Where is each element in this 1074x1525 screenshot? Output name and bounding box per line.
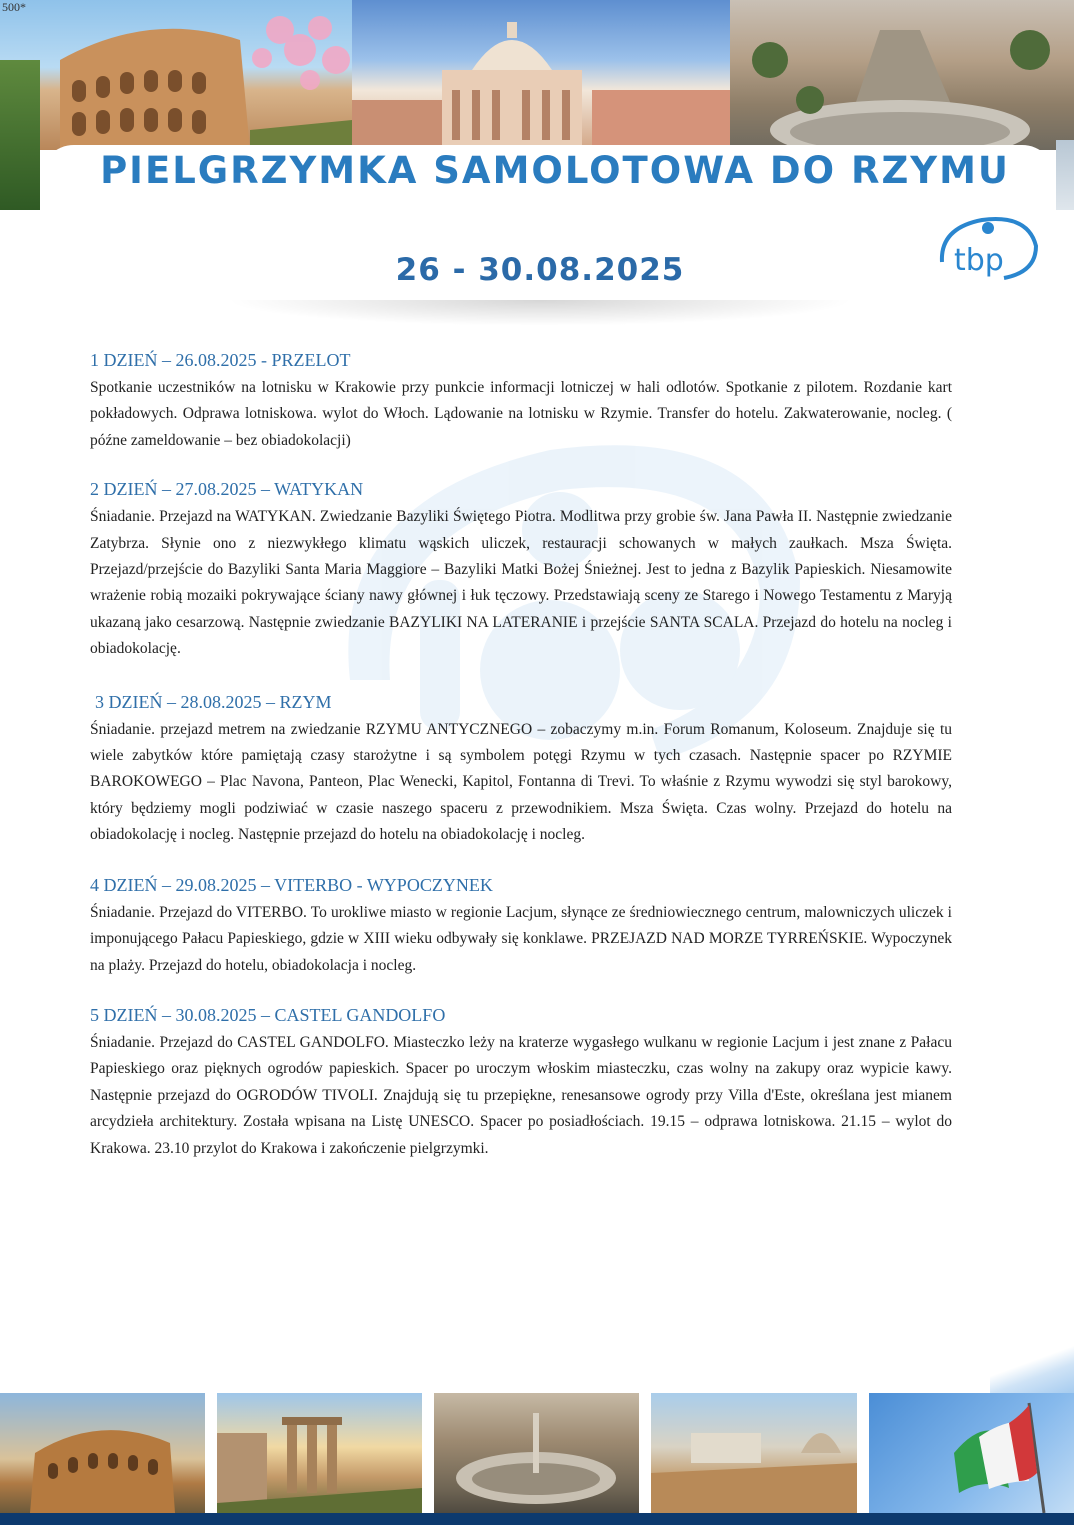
footer-accent: [990, 1340, 1074, 1400]
day-4-description: Śniadanie. Przejazd do VITERBO. To urokliwe miasto w regionie Lacjum, słynące ze średniowiecznego centrum, malowniczych uliczek i imponującego Pałacu Papieskiego, gdzie w XIII wieku odbywały się konklawe. PRZEJAZD NAD MORZE TYRREŃSKIE. Wypoczynek na plaży. Przejazd do hotelu, obiadokolacja i nocleg.: [90, 903, 952, 974]
day-3-heading: 3 DZIEŃ – 28.08.2025 – RZYM: [95, 691, 332, 712]
footer-photo-forum: [217, 1393, 422, 1513]
day-4-heading: 4 DZIEŃ – 29.08.2025 – VITERBO - WYPOCZYNEK: [90, 874, 493, 895]
footer-photo-st-peters-square: [434, 1393, 639, 1513]
basilica-photo: [352, 0, 730, 150]
colosseum-photo: [0, 0, 352, 150]
day-1-heading: 1 DZIEŃ – 26.08.2025 - PRZELOT: [90, 350, 351, 370]
edge-decoration: [1056, 140, 1074, 210]
page-title: PIELGRZYMKA SAMOLOTOWA DO RZYMU: [100, 149, 1010, 192]
st-peters-square-photo: [730, 0, 1074, 150]
day-5-description: Śniadanie. Przejazd do CASTEL GANDOLFO. Miasteczko leży na kraterze wygasłego wulkanu w regionie Lacjum i jest znane z Pałacu Papieskiego oraz pięknych ogrodów papieskich. Spacer po uroczym włoskim miasteczku, czas wolny na zakupy oraz wypicie kawy. Następnie przejazd do OGRODÓW TIVOLI. Znajdują się tu przepiękne, renesansowe ogrody przy Villa d'Este, określana jest mianem arcydzieła architektury. Została wpisana na Listę UNESCO. Spacer po posiadłościach. 19.15 – odprawa lotniskowa. 21.15 – wylot do Krakowa. 23.10 przylot do Krakowa i zakończenie pielgrzymki.: [90, 1033, 952, 1157]
title-divider-shadow: [225, 300, 855, 326]
day-1-description: Spotkanie uczestników na lotnisku w Krakowie przy punkcie informacji lotniczej w hali odlotów. Spotkanie z pilotem. Rozdanie kart pokładowych. Odprawa lotniskowa. wylot do Włoch. Lądowanie na lotnisku w Rzymie. Transfer do hotelu. Zakwaterowanie, nocleg. ( późne zameldowanie – bez obiadokolacji): [90, 379, 952, 449]
tree-decoration: [0, 60, 40, 210]
logo-text: tbp: [954, 243, 1004, 278]
day-2-description: Śniadanie. Przejazd na WATYKAN. Zwiedzanie Bazyliki Świętego Piotra. Modlitwa przy grobie św. Jana Pawła II. Następnie zwiedzanie Zatybrza. Słynie ono z niezwykłego klimatu wąskich uliczek, restauracji schowanych w małych zaułkach. Msza Święta. Przejazd/przejście do Bazyliki Santa Maria Maggiore – Bazyliki Matki Bożej Śnieżnej. Jest to jedna z Bazylik Papieskich. Niesamowite wrażenie robią mozaiki pokrywające ściany nawy głównej i łuk tęczowy. Przedstawiają sceny ze Starego i Nowego Testamentu z Maryją ukazaną jako cesarzową. Następnie zwiedzanie BAZYLIKI NA LATERANIE i przejście SANTA SCALA. Przejazd do hotelu na nocleg i obiadokolację.: [90, 508, 952, 658]
footer-photo-colosseum: [0, 1393, 205, 1513]
day-5-heading: 5 DZIEŃ – 30.08.2025 – CASTEL GANDOLFO: [90, 1004, 446, 1025]
day-1-section: [90, 348, 952, 454]
day-2-heading: 2 DZIEŃ – 27.08.2025 – WATYKAN: [90, 479, 364, 500]
day-4-section: [90, 873, 952, 979]
footer-photo-rome-skyline: [651, 1393, 857, 1513]
footer-bar: [0, 1513, 1074, 1525]
corner-note: 500*: [2, 0, 26, 14]
day-3-section: [90, 690, 952, 849]
itinerary: [90, 348, 952, 1162]
day-5-section: [90, 1003, 952, 1162]
trip-dates: 26 - 30.08.2025: [395, 252, 685, 288]
tbp-logo: [936, 210, 1040, 282]
footer-photo-italian-flag: [869, 1393, 1074, 1513]
day-3-description: Śniadanie. przejazd metrem na zwiedzanie RZYMU ANTYCZNEGO – zobaczymy m.in. Forum Romanum, Koloseum. Znajduje się tu wiele zabytków które pamiętają czasy starożytne i są symbolem potęgi Rzymu w tych czasach. Następnie spacer po RZYMIE BAROKOWEGO – Plac Navona, Panteon, Plac Wenecki, Kapitol, Fontanna di Trevi. To właśnie z Rzymu wywodzi się styl barokowy, który będziemy mogli podziwiać w czasie naszego spaceru z przewodnikiem. Msza Święta. Czas wolny. Przejazd do hotelu na obiadokolację i nocleg. Następnie przejazd do hotelu na obiadokolację i nocleg.: [90, 720, 952, 844]
day-2-section: [90, 477, 952, 662]
